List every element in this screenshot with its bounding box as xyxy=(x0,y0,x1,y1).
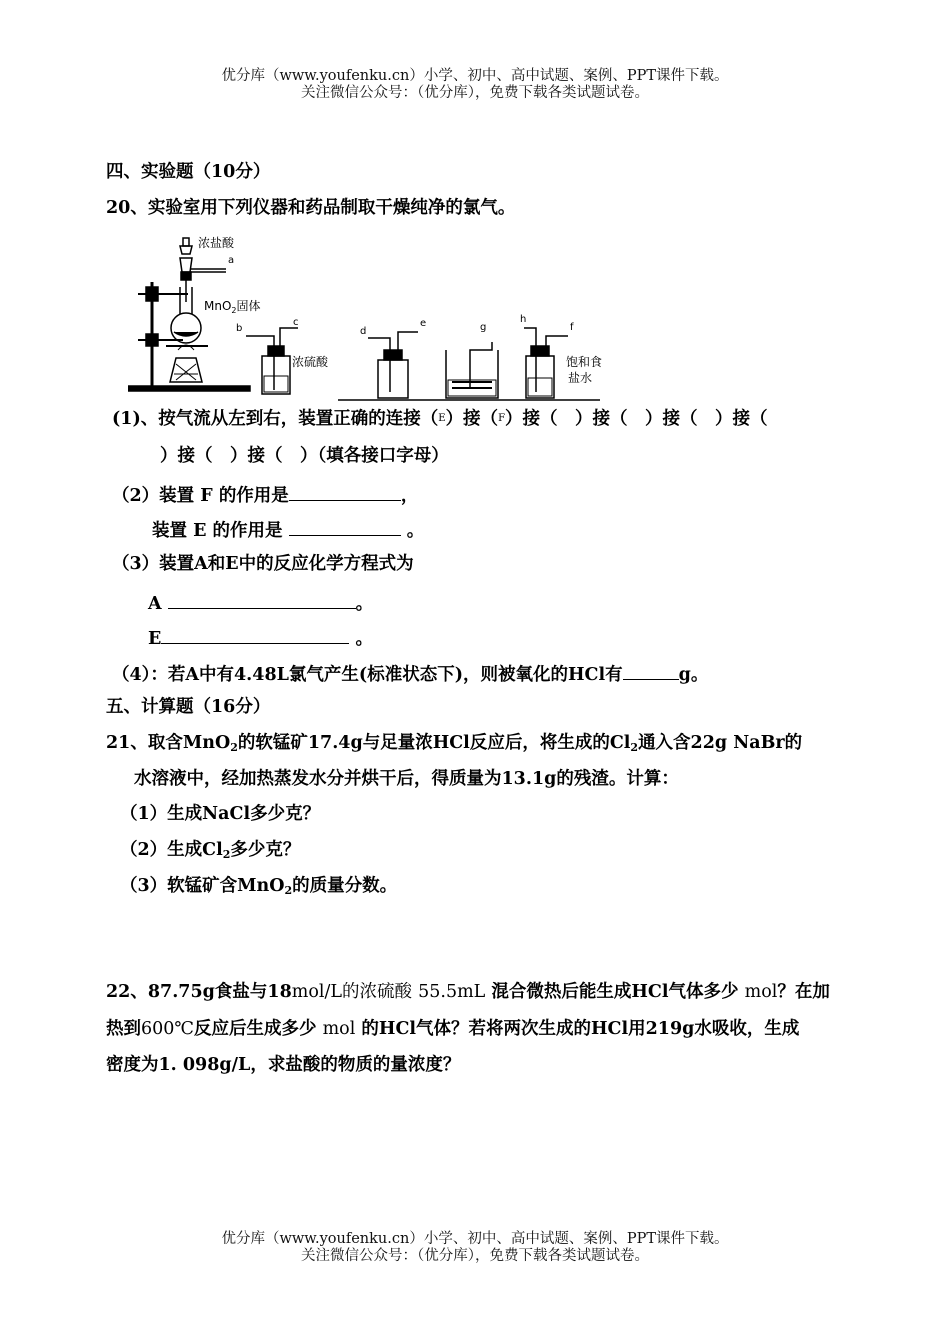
q20-part-4: （4）：若A中有4.48L氯气产生(标准状态下)，则被氧化的HCl有 g。 xyxy=(112,661,708,686)
port-e: e xyxy=(420,318,427,329)
q21-sub-1: （1）生成NaCl多少克？ xyxy=(120,804,321,824)
port-g: g xyxy=(480,322,487,333)
footer-line-1: 优分库（www.youfenku.cn）小学、初中、高中试题、案例、PPT课件下载。 xyxy=(221,1231,729,1247)
q20-part-2: （2）装置 F 的作用是 ， xyxy=(112,482,418,507)
q21-sub-3: （3）软锰矿含MnO$_2$的质量分数。 xyxy=(120,876,398,897)
label-mno2: MnO$_2$固体 xyxy=(204,299,261,315)
q20-stem: 20、实验室用下列仪器和药品制取干燥纯净的氯气。 xyxy=(106,198,516,218)
label-conc-h2so4: 浓硫酸 xyxy=(292,355,329,369)
q21-sub-2: （2）生成$Cl_2$多少克？ xyxy=(120,840,301,861)
port-a: a xyxy=(228,255,235,266)
q22-line-3: 密度为1. 098g/L，求盐酸的物质的量浓度？ xyxy=(106,1055,461,1075)
port-c: c xyxy=(293,317,299,328)
page-footer xyxy=(0,1231,950,1265)
q22-line-2: 热到600℃反应后生成多少 mol 的HCl气体？若将两次生成的HCl用219g水吸收，生成 xyxy=(106,1019,800,1039)
q20-part-3-a: A 。 xyxy=(148,590,373,615)
page-header xyxy=(0,68,950,102)
q21-line-2: 水溶液中，经加热蒸发水分并烘干后，得质量为13.1g的残渣。计算： xyxy=(134,769,679,789)
port-f: f xyxy=(570,322,574,333)
apparatus-bottle-bc xyxy=(236,317,299,394)
section-5-title: 五、计算题（16分） xyxy=(106,697,271,717)
q21-line-1: 21、取含MnO$_2$的软锰矿17.4g与足量浓HCl反应后，将生成的$Cl_2$通入含22g NaBr的 xyxy=(106,733,803,754)
answer-blank-e xyxy=(289,517,401,536)
header-line-1: 优分库（www.youfenku.cn）小学、初中、高中试题、案例、PPT课件下载。 xyxy=(221,68,729,84)
label-conc-hcl: 浓盐酸 xyxy=(198,236,235,250)
answer-blank-eq-e xyxy=(161,625,349,644)
port-d: d xyxy=(360,326,367,337)
apparatus-figure xyxy=(128,232,628,404)
answer-blank-hcl xyxy=(623,661,679,680)
q20-part-3-e: E 。 xyxy=(148,625,373,650)
q20-part-3: （3）装置A和E中的反应化学方程式为 xyxy=(112,554,414,574)
apparatus-beaker-g xyxy=(446,322,498,398)
label-brine: 盐水 xyxy=(568,371,593,385)
label-saturated: 饱和食 xyxy=(566,355,603,369)
answer-blank-f xyxy=(289,482,401,501)
port-b: b xyxy=(236,323,243,334)
q20-part-1-cont: ）接（ ）接（ ）（填各接口字母） xyxy=(160,446,449,466)
q20-part-1: (1)、按气流从左到右，装置正确的连接（E）接（F）接（ ）接（ ）接（ ）接（ xyxy=(112,409,768,429)
footer-line-2: 关注微信公众号：（优分库），免费下载各类试题试卷。 xyxy=(301,1248,649,1264)
answer-blank-eq-a xyxy=(168,590,356,609)
port-h: h xyxy=(520,314,527,325)
section-4-title: 四、实验题（10分） xyxy=(106,162,271,182)
q22-line-1: 22、87.75g食盐与18mol/L的浓硫酸 55.5mL 混合微热后能生成HCl气体多少 mol？在加 xyxy=(106,982,830,1002)
apparatus-bottle-de xyxy=(360,318,426,398)
q20-part-2b: 装置 E 的作用是 。 xyxy=(152,517,424,542)
header-line-2: 关注微信公众号：（优分库），免费下载各类试题试卷。 xyxy=(301,85,649,101)
